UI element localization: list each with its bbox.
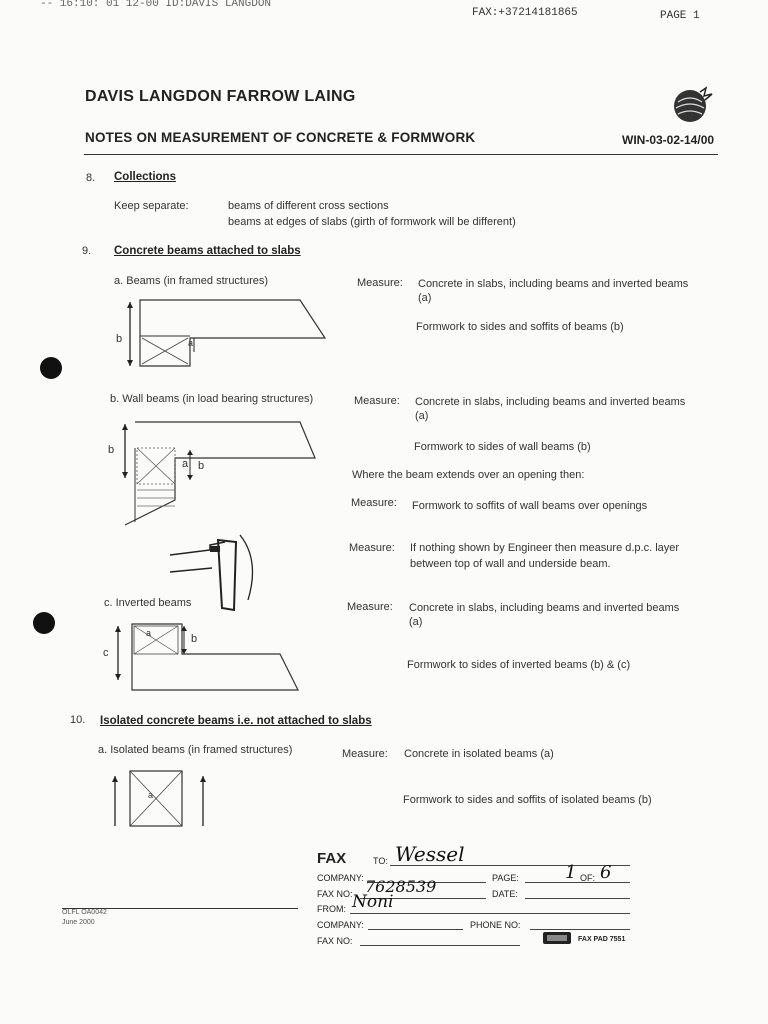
item-9b-engineer-line-2: between top of wall and underside beam.: [410, 558, 611, 570]
footer-ref-1: OLFL OA0042: [62, 909, 107, 916]
diagram-9c-label-c: c: [103, 647, 109, 659]
fax-of-value: 6: [600, 862, 612, 883]
diagram-10a-label-a: a: [148, 790, 154, 800]
fax-from-label: FROM:: [317, 904, 346, 914]
item-9c-measure-text: Concrete in slabs, including beams and inverted beams: [409, 602, 680, 614]
item-9b-formwork: Formwork to sides of wall beams (b): [414, 441, 591, 453]
fax-no2-line: [360, 945, 520, 946]
diagram-9c-label-b: b: [191, 633, 198, 645]
item-9a-measure-label: Measure:: [357, 277, 403, 289]
diagram-9b-label-b-right: b: [198, 460, 205, 472]
section-8-number: 8.: [86, 172, 96, 184]
fax-phone-label: PHONE NO:: [470, 920, 521, 930]
item-9b-measure-cont: (a): [415, 410, 429, 422]
fax-from-value: Noni: [352, 892, 394, 912]
diagram-wall-beam: [110, 410, 330, 530]
section-8-title: Collections: [114, 171, 176, 183]
fax-page-line: [525, 882, 630, 883]
page-number-header: PAGE 1: [660, 10, 700, 22]
fax-to-label: TO:: [373, 856, 388, 866]
item-9b-engineer-line-1: If nothing shown by Engineer then measure d.p.c. layer: [410, 542, 680, 554]
fax-pad-logo-icon: [543, 932, 573, 946]
item-9a-measure-cont: (a): [418, 292, 432, 304]
item-10a-measure-text: Concrete in isolated beams (a): [404, 748, 554, 760]
section-9-number: 9.: [82, 245, 92, 257]
fax-no-label: FAX NO:: [317, 889, 353, 899]
company-logo-icon: [670, 84, 714, 128]
fax-no-value: 7628539: [365, 877, 437, 896]
item-9c-measure-label: Measure:: [347, 601, 393, 613]
fax-of-label: OF:: [580, 873, 595, 883]
item-9a-formwork: Formwork to sides and soffits of beams (b): [416, 321, 624, 333]
diagram-9c-label-a: a: [146, 628, 152, 638]
fax-to-value: Wessel: [395, 842, 465, 866]
diagram-isolated-beam: [105, 766, 225, 831]
fax-to-line: [390, 865, 630, 866]
document-title: NOTES ON MEASUREMENT OF CONCRETE & FORMWORK: [85, 130, 476, 145]
item-9b-label: b. Wall beams (in load bearing structures): [110, 393, 314, 405]
company-name: DAVIS LANGDON FARROW LAING: [85, 88, 356, 105]
footer-ref-2: June 2000: [62, 919, 95, 926]
diagram-framed-beam: [110, 288, 330, 378]
item-10a-formwork: Formwork to sides and soffits of isolated beams (b): [403, 794, 652, 806]
fax-company2-line: [368, 929, 463, 930]
keep-line-2: beams at edges of slabs (girth of formwork will be different): [228, 216, 516, 228]
item-9b-opening-note: Where the beam extends over an opening then:: [352, 469, 585, 481]
fax-phone-line: [530, 929, 630, 930]
item-9b-opening-measure-label: Measure:: [351, 497, 397, 509]
item-9b-measure-label: Measure:: [354, 395, 400, 407]
fax-stamp-text: -- 16:10: 01 12-00 ID:DAVIS LANGDON: [40, 0, 272, 10]
diagram-9b-label-a: a: [182, 458, 189, 470]
fax-page-label: PAGE:: [492, 873, 519, 883]
fax-date-label: DATE:: [492, 889, 518, 899]
section-9-title: Concrete beams attached to slabs: [114, 245, 301, 257]
keep-line-1: beams of different cross sections: [228, 200, 389, 212]
item-9b-measure-text: Concrete in slabs, including beams and inverted beams: [415, 396, 686, 408]
section-10-number: 10.: [70, 714, 86, 726]
item-9c-formwork: Formwork to sides of inverted beams (b) & (c): [407, 659, 631, 671]
item-9b-engineer-measure-label: Measure:: [349, 542, 395, 554]
fax-from-line: [350, 913, 630, 914]
fax-no2-label: FAX NO:: [317, 936, 353, 946]
punch-hole-top: [40, 357, 62, 379]
diagram-9b-label-b-left: b: [108, 444, 115, 456]
document-reference: WIN-03-02-14/00: [622, 133, 715, 147]
item-10a-measure-label: Measure:: [342, 748, 388, 760]
diagram-9a-label-b: b: [116, 333, 123, 345]
item-9a-measure-text: Concrete in slabs, including beams and inverted beams: [418, 278, 689, 290]
item-9b-opening-measure: Formwork to soffits of wall beams over openings: [412, 500, 648, 512]
item-10a-label: a. Isolated beams (in framed structures): [98, 744, 293, 756]
diagram-inverted-beam: [110, 618, 320, 688]
fax-company-label: COMPANY:: [317, 873, 364, 883]
fax-date-line: [525, 898, 630, 899]
item-9c-label: c. Inverted beams: [104, 597, 192, 609]
fax-company2-label: COMPANY:: [317, 920, 364, 930]
diagram-9a-label-a: a: [188, 338, 194, 348]
keep-separate-label: Keep separate:: [114, 200, 189, 212]
punch-hole-bottom: [33, 612, 55, 634]
fax-pad-title: FAX: [317, 850, 347, 867]
section-10-title: Isolated concrete beams i.e. not attached to slabs: [100, 715, 372, 727]
fax-pad-label: FAX PAD 7551: [578, 936, 626, 943]
item-9a-label: a. Beams (in framed structures): [114, 275, 269, 287]
fax-page-value: 1: [565, 862, 577, 883]
title-divider: [84, 154, 718, 155]
item-9c-measure-cont: (a): [409, 616, 423, 628]
fax-number-header: FAX:+37214181865: [472, 7, 578, 19]
